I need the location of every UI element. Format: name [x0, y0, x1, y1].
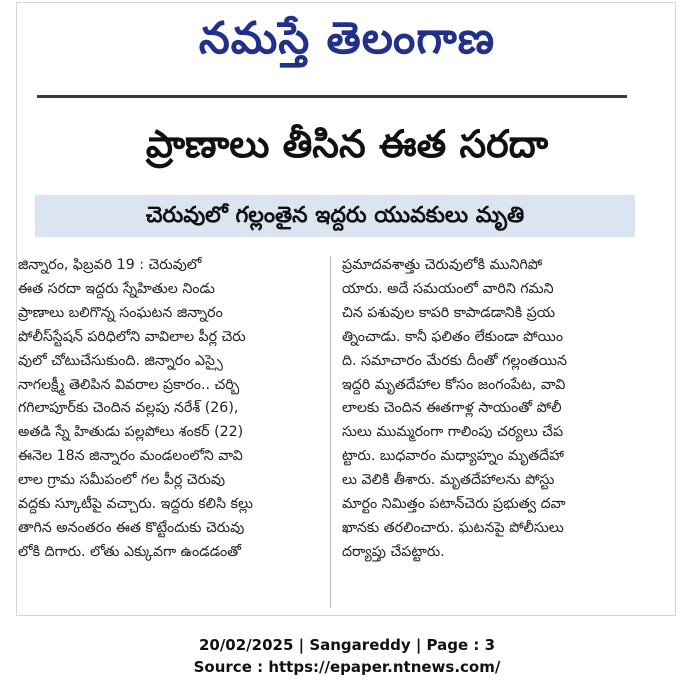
footer-date-edition: 20/02/2025 | Sangareddy | Page : 3	[198, 636, 496, 654]
column-line: లాల గ్రామ సమీపంలో గల పీర్ల చెరువు	[18, 472, 226, 489]
column-line: అతడి స్నే హితుడు పల్లపోలు శంకర్ (22)	[18, 424, 244, 441]
column-line: ఖానకు తరలించారు. ఘటనపై పోలీసులు	[342, 519, 564, 536]
column-line: యారు. అదే సమయంలో వారిని గమని	[342, 280, 554, 297]
column-line: లు వెలికి తీశారు. మృతదేహాలను పోస్టు	[342, 472, 555, 489]
column-line: ఈనెల 18న జిన్నారం మండలంలోని వావి	[18, 448, 243, 465]
column-line: ట్టారు. బుధవారం మధ్యాహ్నం మృతదేహా	[342, 448, 564, 465]
subheadline-banner	[35, 195, 635, 237]
column-line: లోకి దిగారు. లోతు ఎక్కువగా ఉండడంతో	[18, 543, 242, 560]
article-column-left	[18, 254, 318, 565]
column-line: జిన్నారం, ఫిబ్రవరి 19 : చెరువులో	[18, 257, 202, 273]
article-column-right	[342, 254, 640, 565]
column-line: ది. సమాచారం మేరకు దీంతో గల్లంతయిన	[342, 352, 567, 369]
column-line: గగిలాపూర్‌కు చెందిన వల్లపు నరేశ్ (26),	[18, 400, 239, 417]
column-line: ప్రమాదవశాత్తు చెరువులోకి మునిగిపో	[342, 257, 543, 273]
column-line: వద్దకు స్కూటీపై వచ్చారు. ఇద్దరు కలిసి కల్లు	[18, 496, 253, 513]
column-line: సులు ముమ్మరంగా గాలింపు చర్యలు చేప	[342, 424, 564, 441]
column-line: దర్యాప్తు చేపట్టారు.	[342, 543, 445, 560]
column-line: లాలకు చెందిన ఈతగాళ్ల సాయంతో పోలీ	[342, 400, 562, 417]
newspaper-masthead: నమస్తే తెలంగాణ	[198, 13, 496, 64]
article-subheadline: చెరువులో గల్లంతైన ఇద్దరు యువకులు మృతి	[145, 203, 525, 228]
column-line: త్నించాడు. కానీ ఫలితం లేకుండా పోయిం	[342, 328, 564, 345]
column-line: నాగలక్ష్మీ తెలిపిన వివరాల ప్రకారం.. చర్బి	[18, 376, 240, 393]
column-divider	[330, 256, 331, 608]
column-line: వులో చోటుచేసుకుంది. జిన్నారం ఎస్సై	[18, 352, 223, 369]
column-line: పోలీస్‌స్టేషన్ పరిధిలోని వావిలాల పీర్ల చెరు	[18, 328, 246, 345]
article-headline: ప్రాణాలు తీసిన ఈత సరదా	[145, 122, 549, 166]
column-line: ప్రాణాలు బలిగొన్న సంఘటన జిన్నారం	[18, 304, 223, 321]
footer-source: Source : https://epaper.ntnews.com/	[193, 658, 501, 676]
column-line: చిన పశువుల కాపరి కాపాడడానికి ప్రయ	[342, 304, 555, 321]
masthead-divider	[37, 95, 627, 98]
column-line: తాగిన అనంతరం ఈత కొట్టేందుకు చెరువు	[18, 519, 245, 536]
column-line: మార్టం నిమిత్తం పటాన్‌చెరు ప్రభుత్వ దవా	[342, 496, 566, 513]
column-line: ఇద్దరి మృతదేహాల కోసం జంగంపేట, వావి	[342, 376, 566, 393]
column-line: ఈత సరదా ఇద్దరు స్నేహితుల నిండు	[18, 280, 215, 297]
